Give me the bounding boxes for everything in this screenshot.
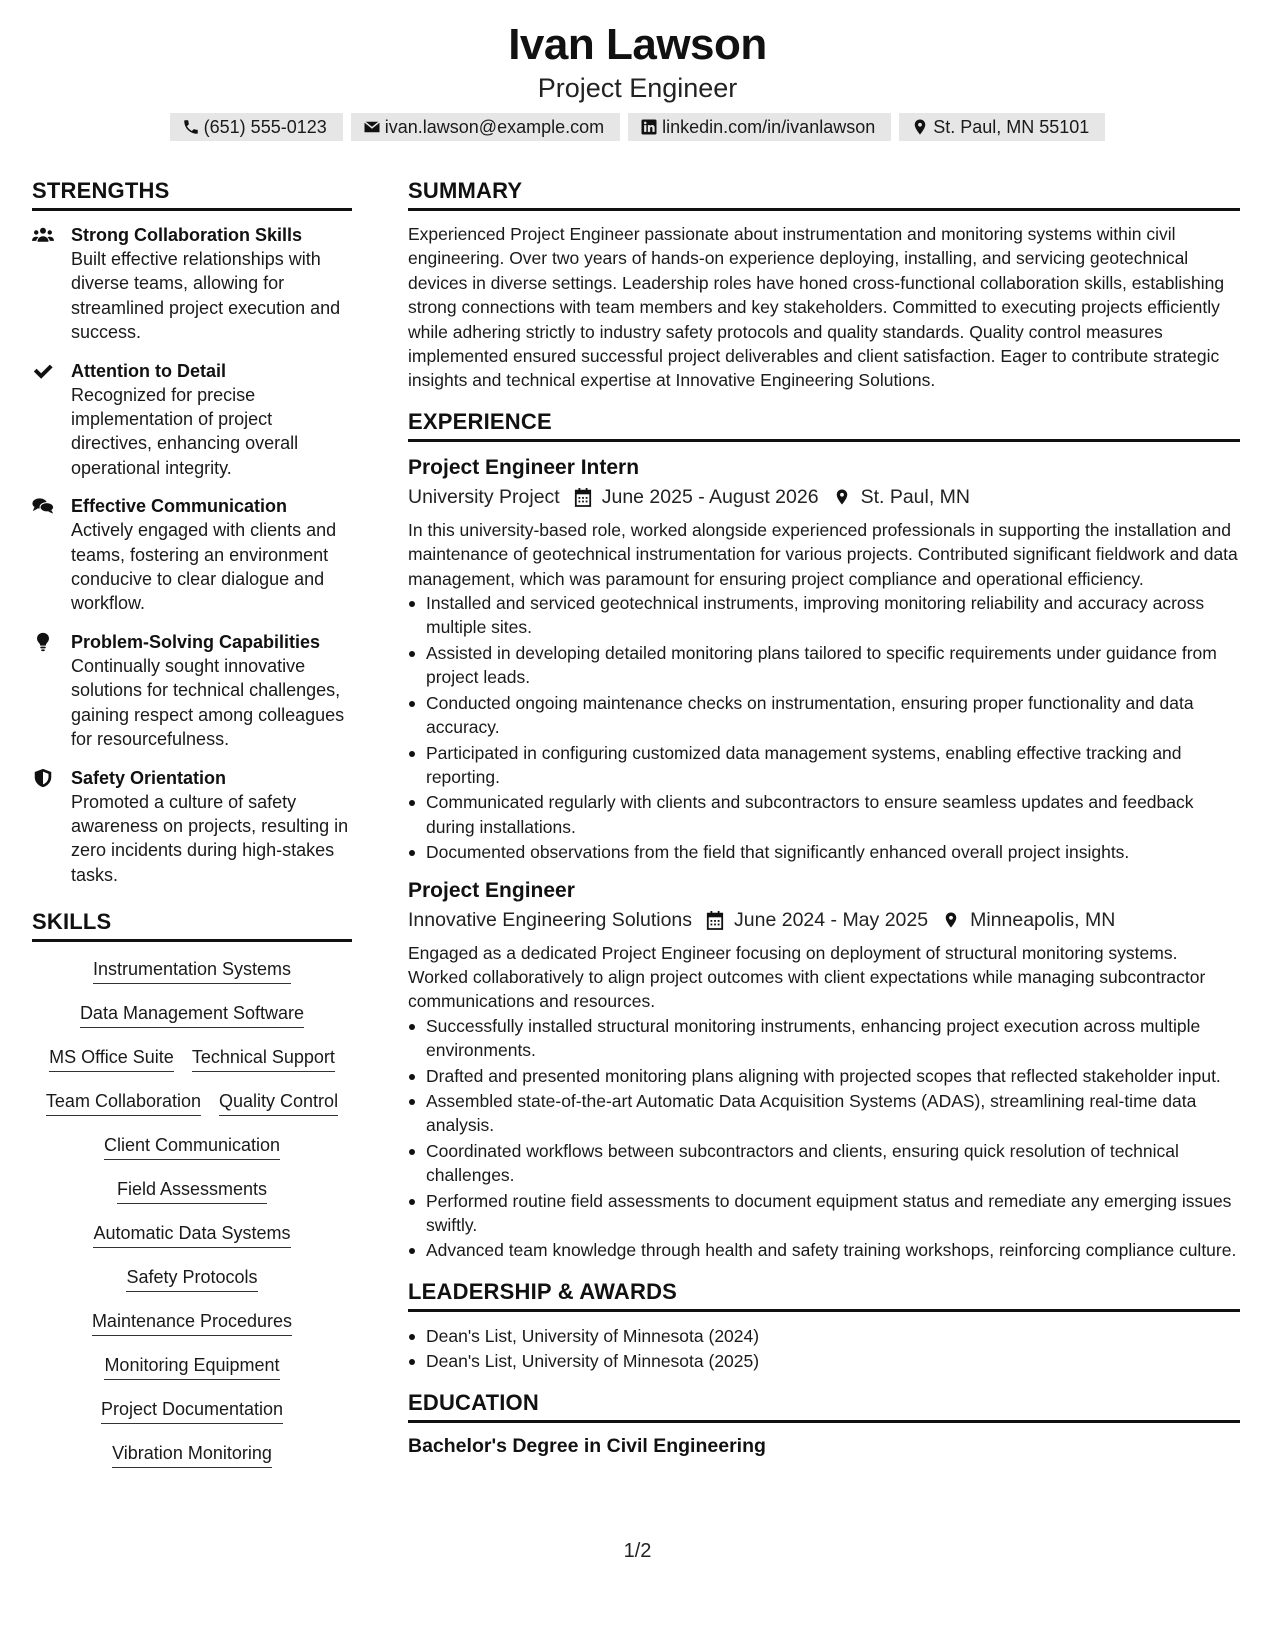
skills-row xyxy=(32,1306,352,1350)
bullet-item: Assembled state-of-the-art Automatic Data Acquisition Systems (ADAS), streamlining real-time data analysis. xyxy=(426,1089,1240,1138)
email-text: ivan.lawson@example.com xyxy=(384,116,605,137)
job-company: Innovative Engineering Solutions xyxy=(408,908,693,931)
skill-tag: Project Documentation xyxy=(101,1397,283,1424)
strength-desc: Actively engaged with clients and teams, fostering an environment conducive to clear dialogue and workflow. xyxy=(71,520,337,614)
skills-row xyxy=(32,1218,352,1262)
job-bullets xyxy=(408,591,1240,864)
skill-tag: Maintenance Procedures xyxy=(92,1309,292,1336)
bullet-item: Drafted and presented monitoring plans aligning with projected scopes that reflected stakeholder input. xyxy=(426,1064,1240,1088)
job-description: Engaged as a dedicated Project Engineer focusing on deployment of structural monitoring systems. Worked collaboratively to align project outcomes with client expectations while managing subcontractor communications and resources. xyxy=(408,942,1206,1012)
strength-desc: Built effective relationships with diverse teams, allowing for streamlined project execution and success. xyxy=(71,249,341,343)
right-column xyxy=(408,178,1240,1458)
strength-item xyxy=(32,630,352,752)
job-dates: June 2025 - August 2026 xyxy=(601,485,819,508)
phone-text: (651) 555-0123 xyxy=(203,116,327,137)
calendar-icon xyxy=(574,487,592,507)
skills-list xyxy=(32,954,352,1482)
resume-name: Ivan Lawson xyxy=(508,20,767,69)
skill-tag: Client Communication xyxy=(104,1133,280,1160)
skill-tag: Field Assessments xyxy=(117,1177,267,1204)
location-text: St. Paul, MN 55101 xyxy=(933,116,1090,137)
skill-tag: Team Collaboration xyxy=(46,1089,201,1116)
lightbulb-icon xyxy=(32,632,56,652)
job-location: St. Paul, MN xyxy=(860,485,971,508)
resume-title: Project Engineer xyxy=(537,73,738,103)
strength-title: Attention to Detail xyxy=(71,360,226,381)
contact-phone[interactable] xyxy=(170,113,343,141)
skills-row xyxy=(32,1438,352,1482)
bullet-item: Coordinated workflows between subcontractors and clients, ensuring quick resolution of technical challenges. xyxy=(426,1139,1240,1188)
strength-desc: Promoted a culture of safety awareness on projects, resulting in zero incidents during high-stakes tasks. xyxy=(71,791,349,885)
skills-row xyxy=(32,1262,352,1306)
skills-row xyxy=(32,1042,352,1086)
comments-icon xyxy=(32,496,56,516)
bullet-item: Assisted in developing detailed monitoring plans tailored to specific requirements under guidance from project leads. xyxy=(426,641,1240,690)
job-bullets xyxy=(408,1014,1240,1263)
award-item: Dean's List, University of Minnesota (2024) xyxy=(426,1324,1240,1348)
bullet-item: Advanced team knowledge through health and safety training workshops, reinforcing compliance culture. xyxy=(426,1238,1240,1262)
job-title: Project Engineer xyxy=(408,878,575,902)
job-entry xyxy=(408,454,1240,865)
bullet-item: Installed and serviced geotechnical instruments, improving monitoring reliability and accuracy across multiple sites. xyxy=(426,591,1240,640)
linkedin-text: linkedin.com/in/ivanlawson xyxy=(662,116,876,137)
skills-row xyxy=(32,1174,352,1218)
job-company: University Project xyxy=(408,485,560,508)
job-location: Minneapolis, MN xyxy=(970,908,1116,931)
bullet-item: Performed routine field assessments to document equipment status and remediate any emerging issues swiftly. xyxy=(426,1189,1240,1238)
strength-title: Strong Collaboration Skills xyxy=(71,225,303,245)
map-pin-icon xyxy=(942,910,960,930)
phone-icon xyxy=(182,118,200,136)
shield-icon xyxy=(32,768,56,788)
skill-tag: MS Office Suite xyxy=(49,1045,174,1072)
job-dates: June 2024 - May 2025 xyxy=(734,908,929,931)
skill-tag: Data Management Software xyxy=(80,1001,304,1028)
bullet-item: Documented observations from the field that significantly enhanced overall project insights. xyxy=(426,840,1240,864)
award-item: Dean's List, University of Minnesota (2025) xyxy=(426,1349,1240,1373)
leadership-heading: LEADERSHIP & AWARDS xyxy=(408,1279,1240,1312)
skills-row xyxy=(32,998,352,1042)
job-title: Project Engineer Intern xyxy=(408,455,640,479)
strength-title: Problem-Solving Capabilities xyxy=(71,631,321,652)
experience-heading: EXPERIENCE xyxy=(408,409,1240,442)
bullet-item: Participated in configuring customized data management systems, enabling effective tracking and reporting. xyxy=(426,741,1240,790)
skill-tag: Technical Support xyxy=(192,1045,335,1072)
strength-item xyxy=(32,494,352,616)
job-meta xyxy=(408,482,1240,512)
calendar-icon xyxy=(706,910,724,930)
education-heading: EDUCATION xyxy=(408,1390,1240,1423)
bullet-item: Successfully installed structural monitoring instruments, enhancing project execution across multiple environments. xyxy=(426,1014,1240,1063)
skills-row xyxy=(32,1350,352,1394)
linkedin-icon xyxy=(640,118,658,136)
skills-row xyxy=(32,954,352,998)
users-icon xyxy=(32,225,56,245)
strength-desc: Continually sought innovative solutions for technical challenges, gaining respect among colleagues for resourcefulness. xyxy=(71,655,345,750)
skills-row xyxy=(32,1394,352,1438)
skill-tag: Quality Control xyxy=(219,1089,338,1116)
left-column xyxy=(32,178,352,1482)
bullet-item: Communicated regularly with clients and subcontractors to ensure seamless updates and feedback during installations. xyxy=(426,790,1240,839)
strength-item xyxy=(32,359,352,481)
strength-item xyxy=(32,766,352,888)
check-icon xyxy=(32,361,56,381)
skill-tag: Automatic Data Systems xyxy=(93,1221,290,1248)
skill-tag: Instrumentation Systems xyxy=(93,957,291,984)
strength-item xyxy=(32,223,352,345)
job-entry xyxy=(408,877,1240,1263)
strength-desc: Recognized for precise implementation of project directives, enhancing overall operational integrity. xyxy=(71,384,299,478)
skills-row xyxy=(32,1086,352,1130)
leadership-list xyxy=(408,1324,1240,1374)
contact-linkedin[interactable] xyxy=(628,113,891,141)
education-degree: Bachelor's Degree in Civil Engineering xyxy=(408,1434,766,1457)
skill-tag: Monitoring Equipment xyxy=(104,1353,279,1380)
strength-title: Safety Orientation xyxy=(71,767,227,788)
strength-title: Effective Communication xyxy=(71,496,288,517)
summary-heading: SUMMARY xyxy=(408,178,1240,211)
summary-text: Experienced Project Engineer passionate about instrumentation and monitoring systems within civil engineering. Over two years of hands-on experience deploying, installing, and servicing geotechnical devices in diverse settings. Leadership roles have honed cross-functional collaboration skills, establishing strong connections with team members and key stakeholders. Committed to executing projects efficiently while adhering strictly to industry safety protocols and quality standards. Quality control measures implemented ensured successful project deliverables and client satisfaction. Eager to contribute strategic insights and technical expertise at Innovative Engineering Solutions. xyxy=(408,224,1225,391)
skills-heading: SKILLS xyxy=(32,909,352,942)
job-description: In this university-based role, worked alongside experienced professionals in supporting the installation and maintenance of geotechnical instrumentation for various projects. Contributed significant fieldwork and data management, which was paramount for ensuring project compliance and operational efficiency. xyxy=(408,519,1238,589)
page-number: 1/2 xyxy=(623,1540,652,1562)
contact-location xyxy=(899,113,1105,141)
envelope-icon xyxy=(363,118,381,136)
bullet-item: Conducted ongoing maintenance checks on instrumentation, ensuring proper functionality and data accuracy. xyxy=(426,691,1240,740)
skill-tag: Safety Protocols xyxy=(126,1265,257,1292)
strengths-heading: STRENGTHS xyxy=(32,178,352,211)
contact-bar xyxy=(0,113,1275,141)
skills-row xyxy=(32,1130,352,1174)
contact-email[interactable] xyxy=(351,113,620,141)
map-pin-icon xyxy=(833,487,851,507)
map-pin-icon xyxy=(911,118,929,136)
job-meta xyxy=(408,905,1240,935)
skill-tag: Vibration Monitoring xyxy=(112,1441,272,1468)
